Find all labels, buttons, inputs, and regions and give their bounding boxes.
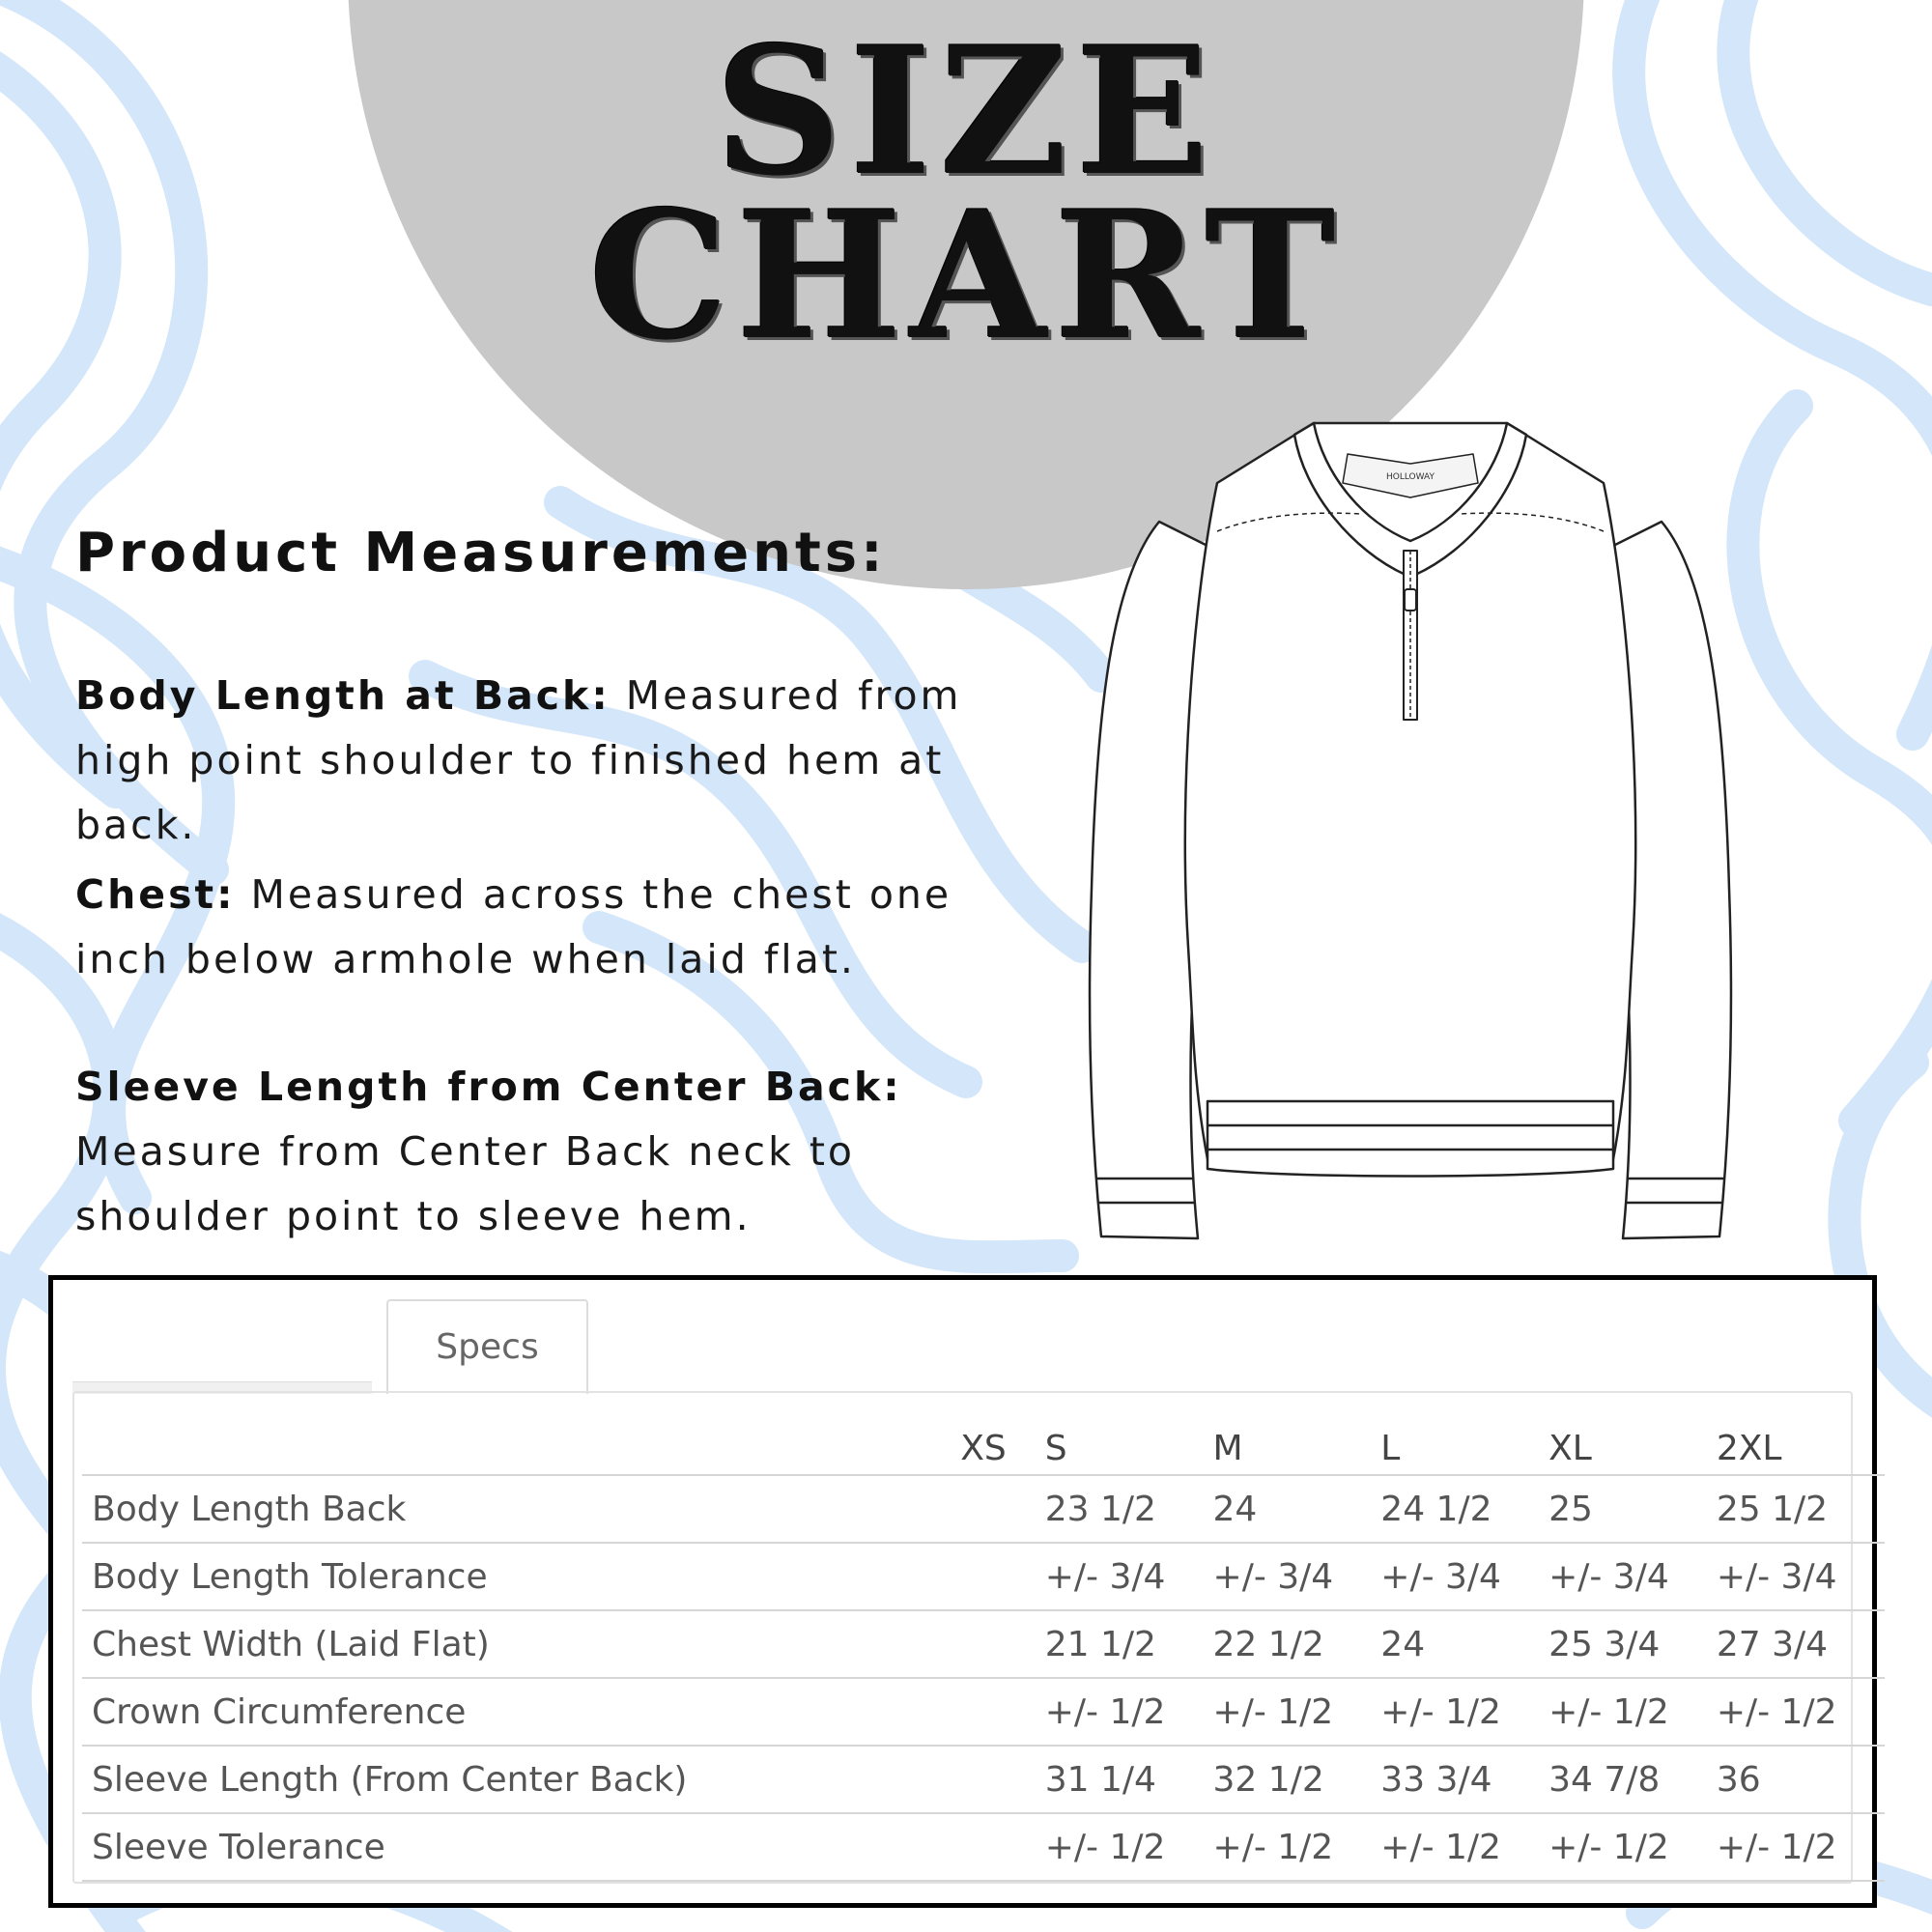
cell-l: +/- 3/4 <box>1380 1543 1548 1610</box>
size-header-2xl: 2XL <box>1717 1401 1885 1475</box>
chest-term: Chest: <box>75 871 236 918</box>
cell-m: 32 1/2 <box>1213 1746 1381 1813</box>
size-chart-title-line1: SIZE <box>714 8 1218 214</box>
row-label: Body Length Back <box>82 1475 930 1543</box>
body-length-text: Measured from high point shoulder to finished hem at back. <box>75 672 962 848</box>
row-label: Crown Circumference <box>82 1678 930 1746</box>
cell-xs <box>930 1746 1045 1813</box>
chest-description <box>75 863 964 992</box>
body-length-term: Body Length at Back: <box>75 672 611 719</box>
cell-l: 24 1/2 <box>1380 1475 1548 1543</box>
table-row <box>82 1543 1885 1610</box>
size-header-xs: XS <box>930 1401 1045 1475</box>
table-row <box>82 1746 1885 1813</box>
size-header-l: L <box>1380 1401 1548 1475</box>
table-row <box>82 1475 1885 1543</box>
cell-xl: 34 7/8 <box>1548 1746 1717 1813</box>
size-header-row <box>82 1401 1885 1475</box>
cell-2xl: 36 <box>1717 1746 1885 1813</box>
cell-xs <box>930 1813 1045 1881</box>
chest-text: Measured across the chest one inch below armhole when laid flat. <box>75 871 952 982</box>
cell-2xl: +/- 1/2 <box>1717 1678 1885 1746</box>
cell-m: +/- 1/2 <box>1213 1678 1381 1746</box>
specs-panel <box>48 1275 1877 1908</box>
cell-m: +/- 3/4 <box>1213 1543 1381 1610</box>
cell-xs <box>930 1475 1045 1543</box>
sleeve-length-description <box>75 1055 906 1249</box>
cell-m: 24 <box>1213 1475 1381 1543</box>
row-label: Chest Width (Laid Flat) <box>82 1610 930 1678</box>
specs-table <box>82 1401 1885 1882</box>
garment-label-text: HOLLOWAY <box>1385 472 1435 482</box>
cell-xl: +/- 1/2 <box>1548 1678 1717 1746</box>
cell-2xl: +/- 1/2 <box>1717 1813 1885 1881</box>
cell-xl: 25 <box>1548 1475 1717 1543</box>
body-length-description <box>75 664 1070 858</box>
cell-l: +/- 1/2 <box>1380 1678 1548 1746</box>
table-row <box>82 1678 1885 1746</box>
cell-xl: 25 3/4 <box>1548 1610 1717 1678</box>
tab-specs[interactable]: Specs <box>386 1299 588 1394</box>
header-blank <box>82 1401 930 1475</box>
row-label: Sleeve Tolerance <box>82 1813 930 1881</box>
cell-2xl: +/- 3/4 <box>1717 1543 1885 1610</box>
cell-s: 31 1/4 <box>1045 1746 1213 1813</box>
cell-xs <box>930 1610 1045 1678</box>
cell-l: 24 <box>1380 1610 1548 1678</box>
cell-s: +/- 1/2 <box>1045 1813 1213 1881</box>
size-header-xl: XL <box>1548 1401 1717 1475</box>
cell-l: 33 3/4 <box>1380 1746 1548 1813</box>
row-label: Sleeve Length (From Center Back) <box>82 1746 930 1813</box>
sleeve-length-term: Sleeve Length from Center Back: <box>75 1064 902 1110</box>
cell-xl: +/- 3/4 <box>1548 1543 1717 1610</box>
size-header-m: M <box>1213 1401 1381 1475</box>
sleeve-length-text: Measure from Center Back neck to shoulder point to sleeve hem. <box>75 1128 856 1239</box>
cell-s: +/- 1/2 <box>1045 1678 1213 1746</box>
row-label: Body Length Tolerance <box>82 1543 930 1610</box>
quarter-zip-pullover-icon <box>1072 406 1748 1275</box>
cell-xs <box>930 1678 1045 1746</box>
cell-s: +/- 3/4 <box>1045 1543 1213 1610</box>
size-chart-title-line2: CHART <box>588 172 1344 379</box>
cell-m: 22 1/2 <box>1213 1610 1381 1678</box>
table-row <box>82 1813 1885 1881</box>
cell-m: +/- 1/2 <box>1213 1813 1381 1881</box>
specs-table-panel <box>72 1391 1853 1884</box>
cell-s: 21 1/2 <box>1045 1610 1213 1678</box>
table-row <box>82 1610 1885 1678</box>
product-measurements-heading: Product Measurements: <box>75 522 887 584</box>
cell-2xl: 25 1/2 <box>1717 1475 1885 1543</box>
cell-s: 23 1/2 <box>1045 1475 1213 1543</box>
cell-xs <box>930 1543 1045 1610</box>
size-header-s: S <box>1045 1401 1213 1475</box>
cell-l: +/- 1/2 <box>1380 1813 1548 1881</box>
cell-2xl: 27 3/4 <box>1717 1610 1885 1678</box>
cell-xl: +/- 1/2 <box>1548 1813 1717 1881</box>
